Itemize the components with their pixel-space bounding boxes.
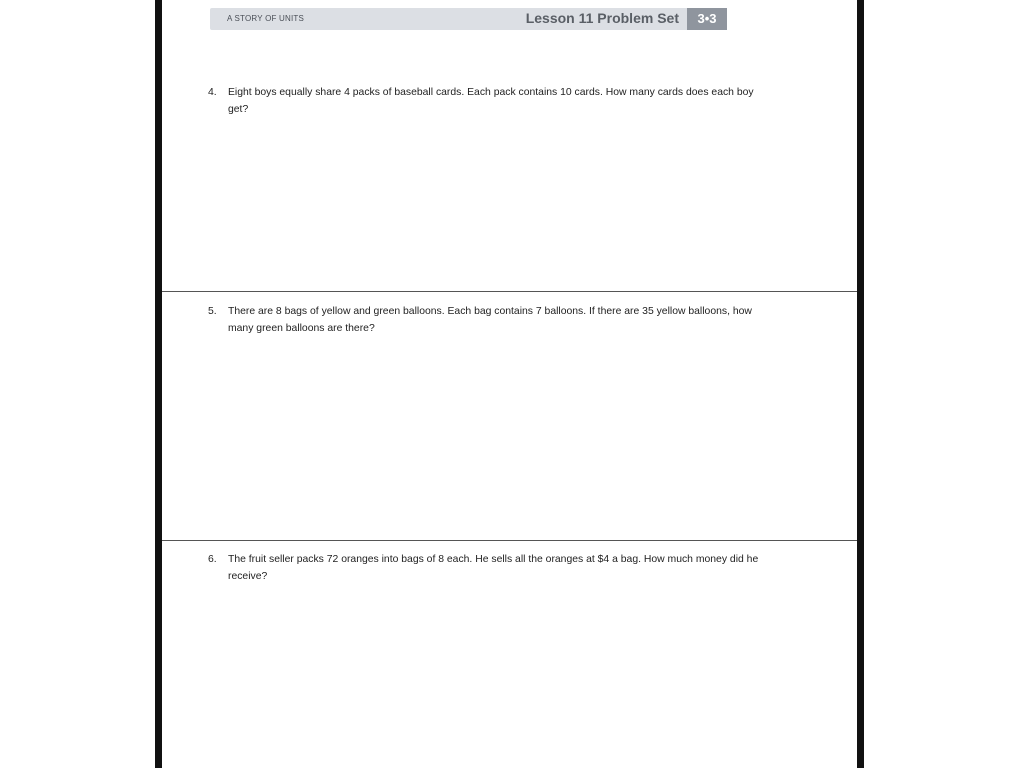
problem-number: 5. — [208, 306, 217, 317]
page-frame-left — [155, 0, 162, 768]
worksheet-page — [162, 0, 857, 768]
grade-module-badge: 3•3 — [687, 8, 727, 30]
problem-6 — [208, 551, 768, 585]
series-label: A STORY OF UNITS — [227, 14, 304, 23]
section-divider — [162, 540, 857, 541]
problem-number: 4. — [208, 87, 217, 98]
problem-number: 6. — [208, 554, 217, 565]
problem-text: Eight boys equally share 4 packs of baseball cards. Each pack contains 10 cards. How many cards does each boy get? — [228, 87, 754, 115]
problem-text: There are 8 bags of yellow and green balloons. Each bag contains 7 balloons. If there are 35 yellow balloons, how many green balloons are there? — [228, 306, 752, 334]
section-divider — [162, 291, 857, 292]
page-header — [210, 8, 727, 30]
problem-text: The fruit seller packs 72 oranges into bags of 8 each. He sells all the oranges at $4 a bag. How much money did he receive? — [228, 554, 759, 582]
problem-4 — [208, 84, 768, 118]
lesson-title: Lesson 11 Problem Set — [525, 10, 679, 26]
page-frame-right — [857, 0, 864, 768]
problem-5 — [208, 303, 768, 337]
